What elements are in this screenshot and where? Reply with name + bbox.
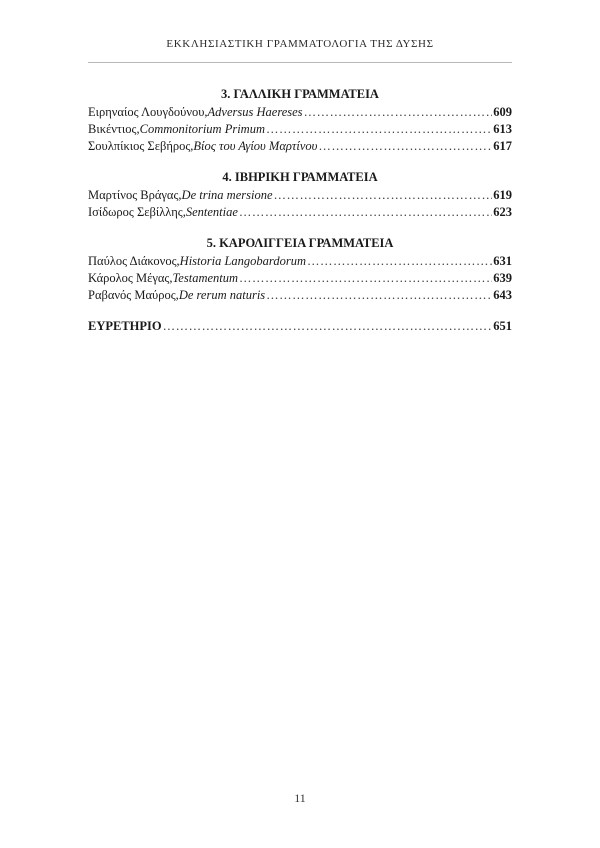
toc-section-iberian — [88, 169, 512, 221]
dot-leader — [239, 204, 492, 221]
entry-page: 643 — [493, 288, 512, 302]
entry-author: Κάρολος Μέγας, — [88, 271, 173, 285]
entry-work: De rerum naturis — [178, 288, 266, 302]
entry-page: 639 — [493, 271, 512, 285]
entry-author: Μαρτίνος Βράγας, — [88, 188, 182, 202]
toc-entry — [88, 287, 512, 304]
entry-page: 613 — [493, 122, 512, 136]
section-title: 4. ΙΒΗΡΙΚΗ ΓΡΑΜΜΑΤΕΙΑ — [222, 170, 378, 184]
toc-entry — [88, 204, 512, 221]
toc-entry — [88, 121, 512, 138]
dot-leader — [318, 138, 492, 155]
dot-leader — [266, 121, 492, 138]
entry-page: 617 — [493, 139, 512, 153]
entry-author: Σουλπίκιος Σεβήρος, — [88, 139, 194, 153]
dot-leader — [304, 104, 493, 121]
entry-page: 619 — [493, 188, 512, 202]
entry-page: 631 — [493, 254, 512, 268]
entry-author: Ραβανός Μαύρος, — [88, 288, 179, 302]
dot-leader — [266, 287, 492, 304]
entry-page: 651 — [493, 319, 512, 333]
toc-entry — [88, 187, 512, 204]
section-title: 3. ΓΑΛΛΙΚΗ ΓΡΑΜΜΑΤΕΙΑ — [221, 87, 379, 101]
entry-work: Sententiae — [185, 205, 238, 219]
entry-author: Ειρηναίος Λουγδούνου, — [88, 105, 208, 119]
page-number: 11 — [294, 791, 306, 805]
dot-leader — [239, 270, 492, 287]
dot-leader — [307, 253, 492, 270]
toc-entry — [88, 253, 512, 270]
entry-author: Ισίδωρος Σεβίλλης, — [88, 205, 186, 219]
entry-work: Testamentum — [172, 271, 239, 285]
entry-page: 609 — [493, 105, 512, 119]
toc-entry — [88, 104, 512, 121]
table-of-contents — [88, 86, 512, 335]
index-label: ΕΥΡΕΤΗΡΙΟ — [88, 319, 162, 333]
entry-work: Βίος του Αγίου Μαρτίνου — [193, 139, 318, 153]
toc-entry-index — [88, 318, 512, 335]
running-head: ΕΚΚΛΗΣΙΑΣΤΙΚΗ ΓΡΑΜΜΑΤΟΛΟΓΙΑ ΤΗΣ ΔΥΣΗΣ — [166, 38, 434, 50]
dot-leader — [163, 318, 493, 335]
entry-work: Adversus Haereses — [207, 105, 303, 119]
entry-work: Historia Langobardorum — [179, 254, 306, 268]
toc-entry — [88, 138, 512, 155]
toc-section-carolingian — [88, 235, 512, 304]
entry-page: 623 — [493, 205, 512, 219]
toc-section-gallic — [88, 86, 512, 155]
entry-author: Παύλος Διάκονος, — [88, 254, 180, 268]
section-title: 5. ΚΑΡΟΛΙΓΓΕΙΑ ΓΡΑΜΜΑΤΕΙΑ — [206, 236, 394, 250]
toc-entry — [88, 270, 512, 287]
header-rule — [88, 62, 512, 63]
entry-author: Βικέντιος, — [88, 122, 140, 136]
entry-work: De trina mersione — [181, 188, 273, 202]
entry-work: Commonitorium Primum — [139, 122, 265, 136]
dot-leader — [274, 187, 493, 204]
